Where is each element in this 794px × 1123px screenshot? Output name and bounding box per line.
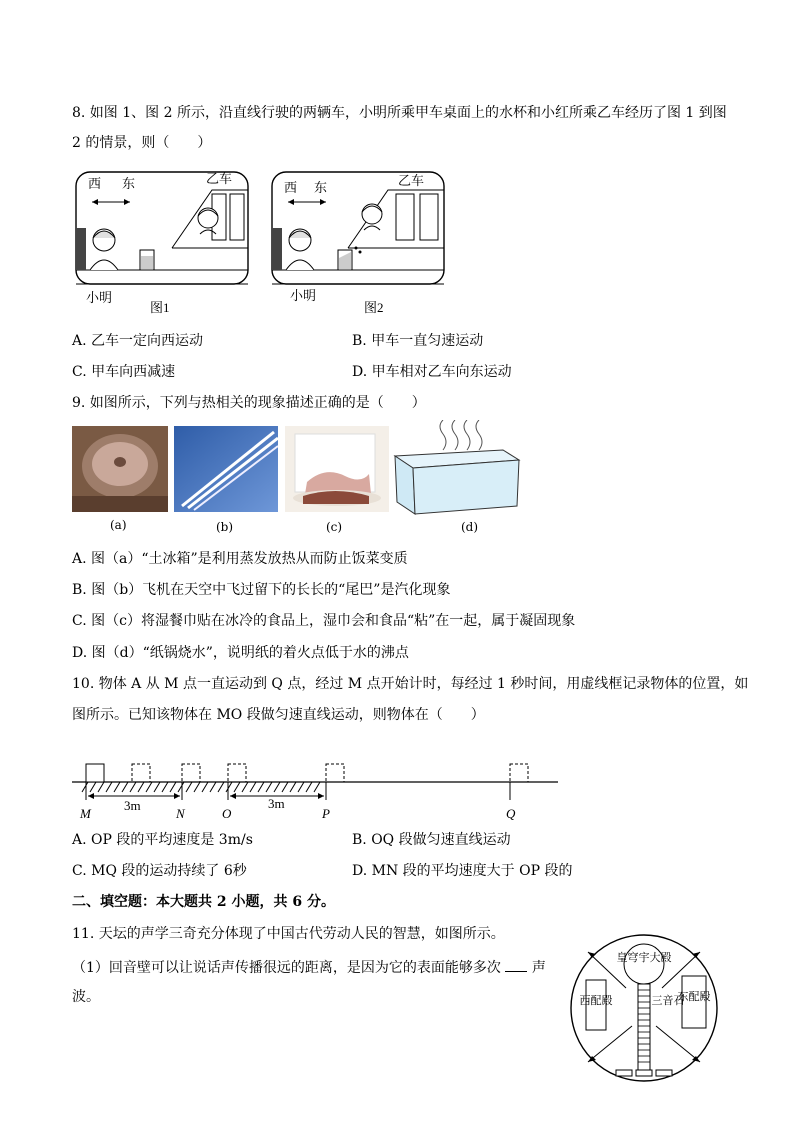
q9-caption-b: (b)	[216, 520, 234, 534]
q11-part1-wrap: 波。	[72, 989, 100, 1005]
q9-option-c: C. 图（c）将湿餐巾贴在冰冷的食品上，湿巾会和食品“粘”在一起，属于凝固现象	[72, 613, 576, 629]
q11-part1-text: （1）回音壁可以让说话声传播很远的距离，是因为它的表面能够多次	[72, 960, 501, 976]
q10-point-o: O	[222, 806, 232, 821]
q8-fig1-east-label: 东	[122, 176, 136, 191]
q10-option-b: B. OQ 段做匀速直线运动	[352, 832, 511, 848]
q11-answer-blank[interactable]	[505, 957, 527, 972]
q9-photo-c	[285, 426, 389, 512]
q10-point-n: N	[176, 806, 185, 821]
q9-option-a: A. 图（a）“土冰箱”是利用蒸发放热从而防止饭菜变质	[72, 551, 408, 567]
q11-part1-tail: 声	[531, 960, 546, 976]
q9-photo-a	[72, 426, 168, 512]
section-heading: 二、填空题：本大题共 2 小题，共 6 分。	[72, 894, 335, 910]
q10-distance-mn-label: 3m	[124, 798, 141, 813]
q8-fig2-east-label: 东	[314, 180, 328, 195]
q10-stem-line2: 图所示。已知该物体在 MO 段做匀速直线运动，则物体在（ ）	[72, 707, 485, 723]
q11-stem: 11. 天坛的声学三奇充分体现了中国古代劳动人民的智慧，如图所示。	[72, 926, 505, 942]
q8-fig2-caption: 图2	[364, 300, 384, 315]
q8-fig1-west-label: 西	[88, 176, 102, 191]
q8-fig2-car-b-label: 乙车	[398, 173, 425, 188]
q9-figure-d	[393, 420, 523, 516]
q8-stem-line1: 8. 如图 1、图 2 所示，沿直线行驶的两辆车，小明所乘甲车桌面上的水杯和小红所乘乙车经历了图 1 到图	[72, 105, 727, 121]
q11-main-hall-label: 皇穹宇大殿	[616, 952, 672, 964]
q8-fig1-caption: 图1	[150, 300, 170, 315]
q9-photo-b	[174, 426, 278, 512]
q9-caption-a: (a)	[110, 518, 127, 532]
q11-east-hall-label: 东配殿	[677, 991, 711, 1003]
q8-option-b: B. 甲车一直匀速运动	[352, 333, 484, 349]
q11-stone-label: 三音石	[651, 995, 685, 1007]
q9-option-b: B. 图（b）飞机在天空中飞过留下的长长的“尾巴”是汽化现象	[72, 582, 451, 598]
q10-motion-diagram	[66, 756, 566, 822]
q9-caption-c: (c)	[326, 520, 343, 534]
q10-option-c: C. MQ 段的运动持续了 6秒	[72, 863, 247, 879]
q8-option-d: D. 甲车相对乙车向东运动	[352, 364, 512, 380]
q11-west-hall-label: 西配殿	[579, 995, 613, 1007]
q8-fig1-car-b-label: 乙车	[206, 171, 233, 186]
q8-fig2-person-label: 小明	[290, 288, 317, 303]
q8-option-a: A. 乙车一定向西运动	[72, 333, 204, 349]
q10-point-m: M	[80, 806, 91, 821]
q8-fig2-west-label: 西	[284, 180, 298, 195]
q8-fig1-person-label: 小明	[86, 290, 113, 305]
q10-point-p: P	[322, 806, 330, 821]
q10-option-a: A. OP 段的平均速度是 3m/s	[72, 832, 253, 848]
q10-point-q: Q	[506, 806, 516, 821]
q8-figure-2	[268, 168, 450, 318]
q8-stem-line2: 2 的情景，则（ ）	[72, 135, 212, 151]
q10-stem-line1: 10. 物体 A 从 M 点一直运动到 Q 点，经过 M 点开始计时，每经过 1 秒时间，用虚线框记录物体的位置，如	[72, 676, 749, 692]
q10-option-d: D. MN 段的平均速度大于 OP 段的	[352, 863, 573, 879]
q11-temple-diagram	[566, 930, 722, 1086]
q9-option-d: D. 图（d）“纸锅烧水”，说明纸的着火点低于水的沸点	[72, 645, 409, 661]
q9-caption-d: (d)	[461, 520, 479, 534]
q9-stem: 9. 如图所示，下列与热相关的现象描述正确的是（ ）	[72, 395, 426, 411]
q8-option-c: C. 甲车向西减速	[72, 364, 176, 380]
q11-part1	[72, 957, 546, 978]
q10-distance-op-label: 3m	[268, 796, 285, 811]
q8-figure-1	[72, 168, 252, 318]
